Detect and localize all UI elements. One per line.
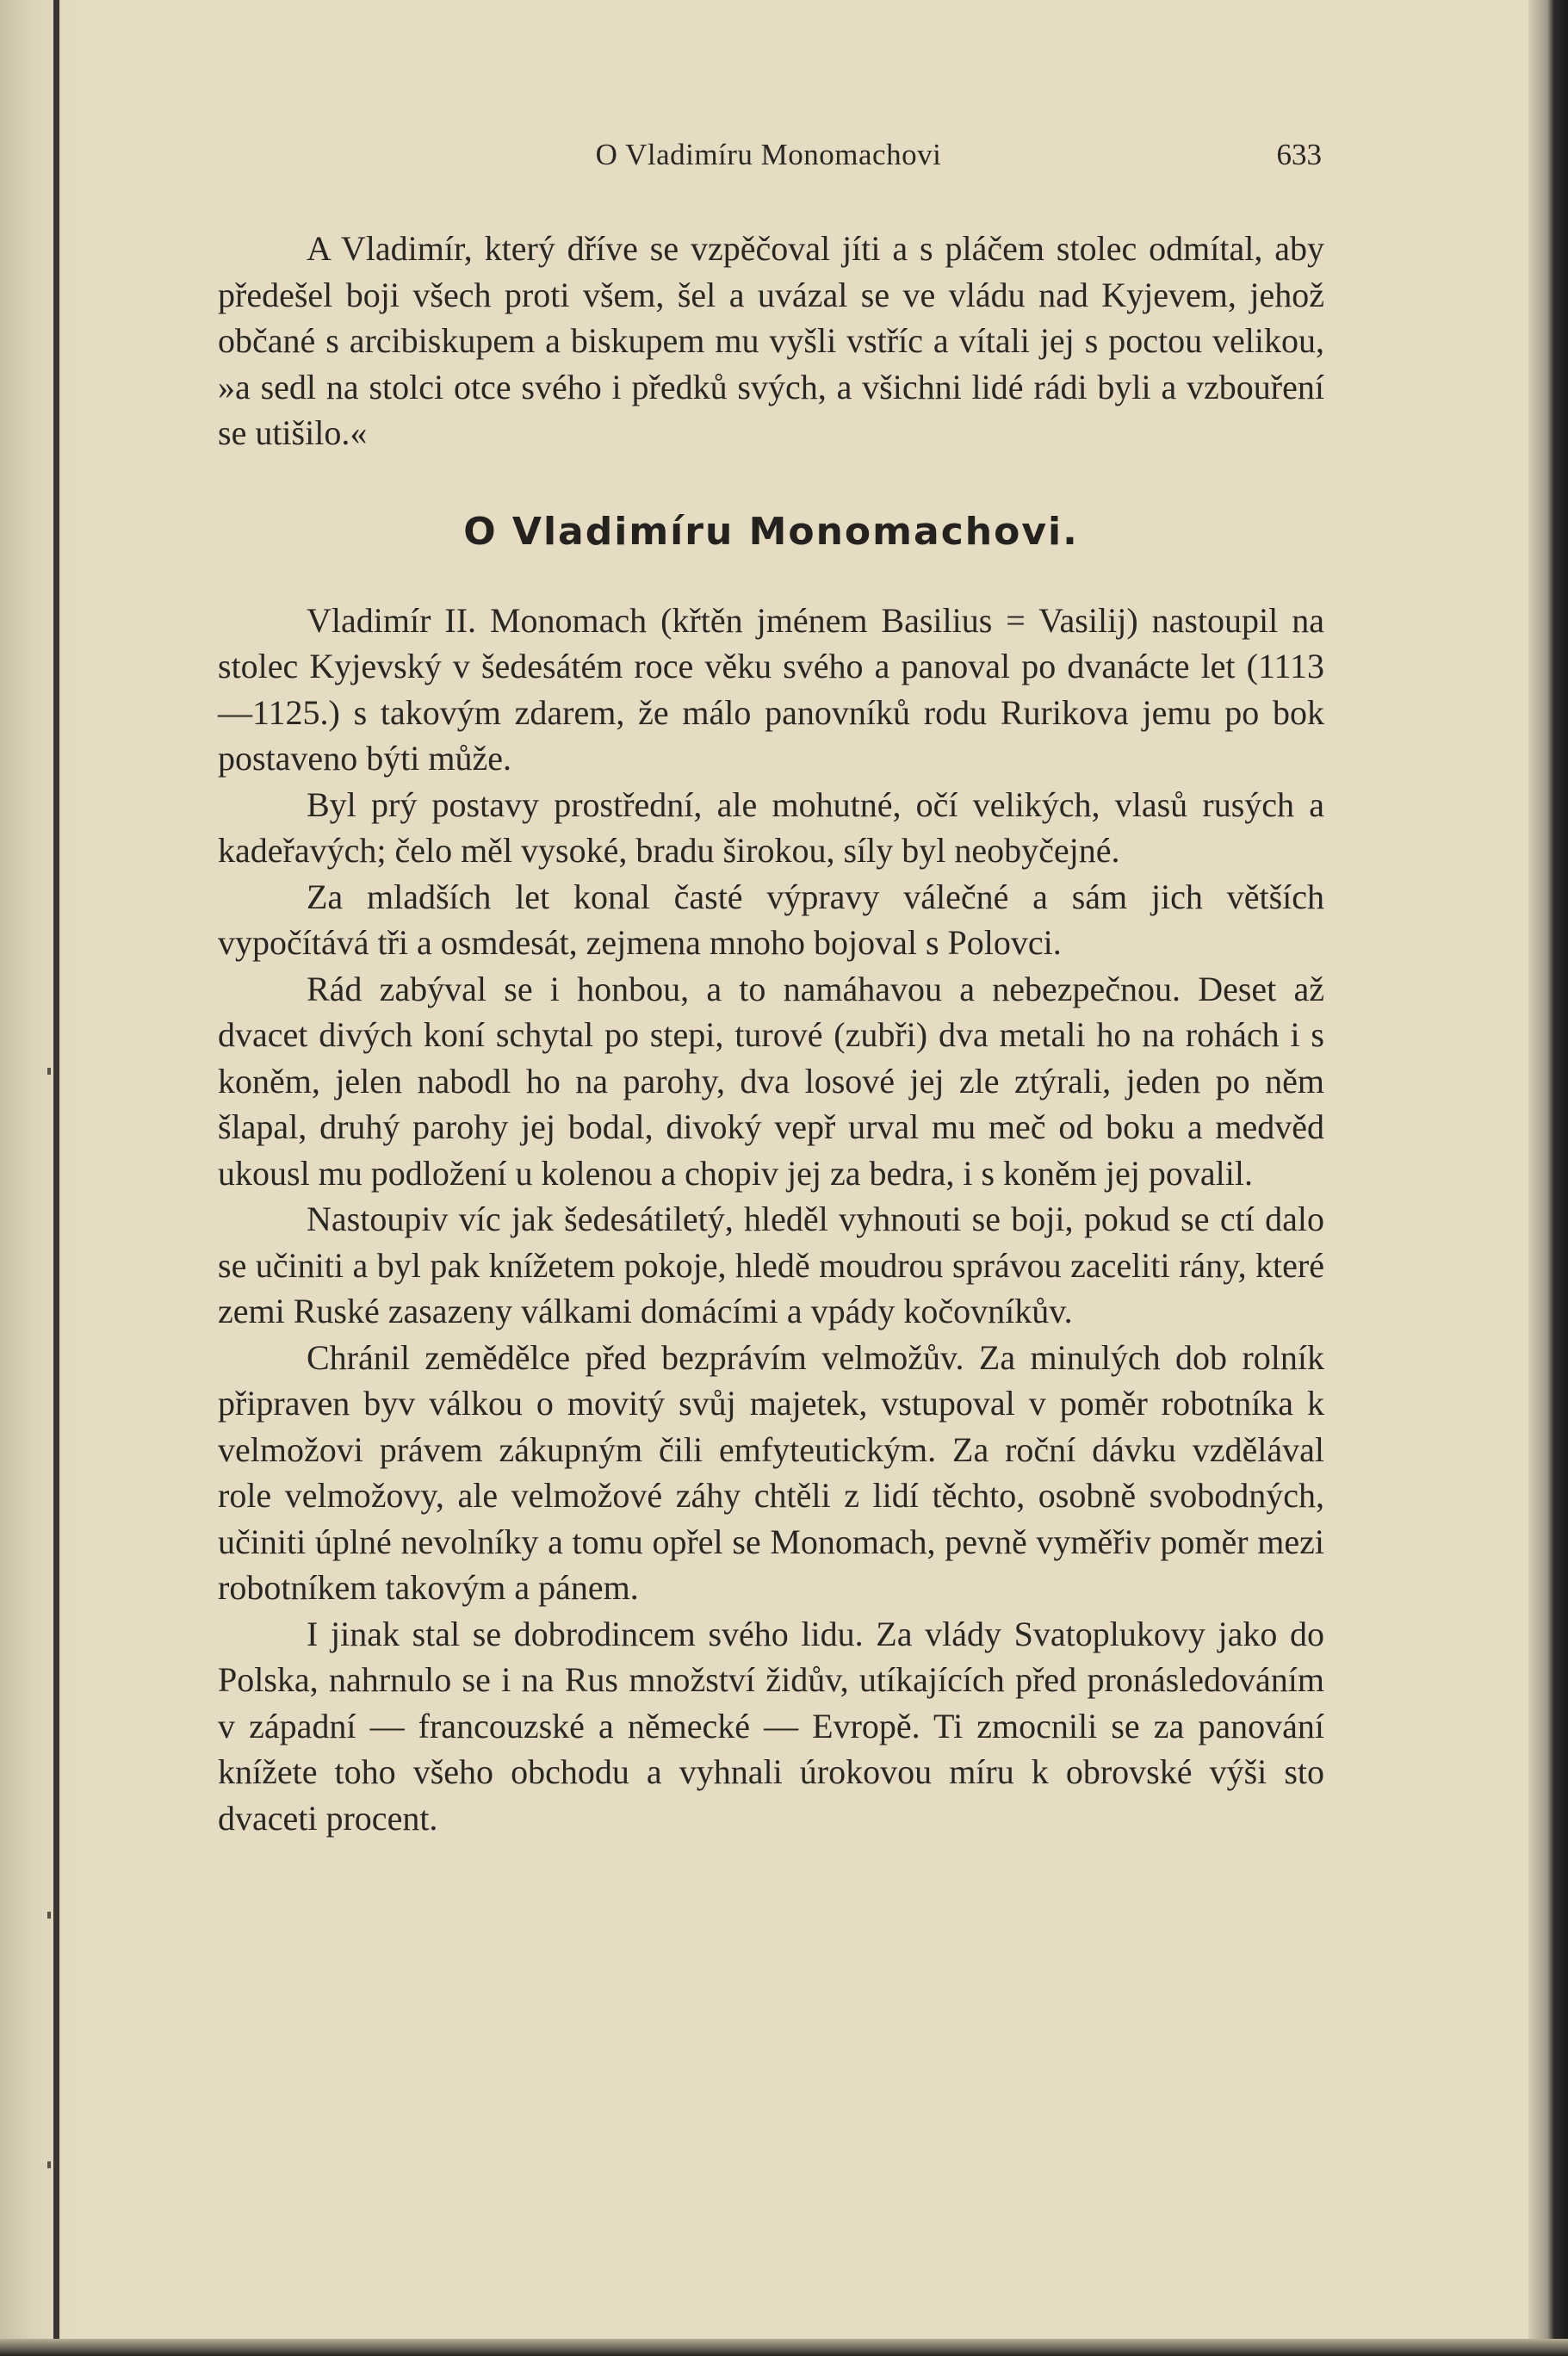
binding-edge <box>53 0 59 2356</box>
paragraph: I jinak stal se dobrodincem svého lidu. Za vlády Svatoplukovy jako do Polska, nahrnulo se i na Rus množství židův, utíkajících před pronásledováním v západní — francouzské a německé — Evropě. Ti zmocnili se za panování knížete toho všeho obchodu a vyhnali úrokovou míru k obrovské výši sto dvaceti procent. <box>218 1614 1324 1838</box>
binding-mark <box>47 2161 51 2168</box>
paragraph: Za mladších let konal časté výpravy válečné a sám jich větších vypočítává tři a osmdesát, zejmena mnoho bojoval s Polovci. <box>218 877 1324 962</box>
paragraph: Nastoupiv víc jak šedesátiletý, hleděl vyhnouti se boji, pokud se ctí dalo se učiniti a byl pak knížetem pokoje, hledě moudrou správou zaceliti rány, které zemi Ruské zasazeny válkami domácími a vpády kočovníkův. <box>218 1200 1324 1330</box>
paragraph: Byl prý postavy prostřední, ale mohutné, očí velikých, vlasů rusých a kadeřavých; čelo měl vysoké, bradu širokou, síly byl neobyčejné. <box>218 784 1324 870</box>
body-text <box>218 226 1324 1841</box>
page-gutter <box>0 0 77 2356</box>
running-title: O Vladimíru Monomachovi <box>595 138 942 171</box>
page-bottom-edge <box>0 2339 1568 2356</box>
section-heading: O Vladimíru Monomachovi. <box>463 509 1079 554</box>
paragraph: Chránil zemědělce před bezprávím velmožův. Za minulých dob rolník připraven byv válkou o movitý svůj majetek, vstupoval v poměr robotníka k velmožovi právem zákupným čili emfyteutickým. Za roční dávku vzdělával role velmožovy, ale velmožové záhy chtěli z lidí těchto, osobně svobodných, učiniti úplné nevolníky a tomu opřel se Monomach, pevně vyměřiv poměr mezi robotníkem takovým a pánem. <box>218 1337 1324 1607</box>
page-right-edge <box>1528 0 1568 2356</box>
paragraph: Vladimír II. Monomach (křtěn jménem Basilius = Vasilij) nastoupil na stolec Kyjevský v šedesátém roce věku svého a panoval po dvanácte let (1113—1125.) s takovým zdarem, že málo panovníků rodu Rurikova jemu po bok postaveno býti může. <box>218 600 1324 778</box>
running-head <box>215 138 1322 181</box>
intro-paragraph: A Vladimír, který dříve se vzpěčoval jíti a s pláčem stolec odmítal, aby předešel boji všech proti všem, šel a uvázal se ve vládu nad Kyjevem, jehož občané s arcibiskupem a biskupem mu vyšli vstříc a vítali jej s poctou velikou, »a sedl na stolci otce svého i předků svých, a všichni lidé rádi byli a vzbouření se utišilo.« <box>218 229 1324 452</box>
binding-mark <box>47 1912 51 1919</box>
binding-mark <box>47 1068 51 1075</box>
page-number: 633 <box>1276 138 1322 171</box>
paragraph: Rád zabýval se i honbou, a to namáhavou a nebezpečnou. Deset až dvacet divých koní schytal po stepi, turové (zubři) dva metali ho na rohách i s koněm, jelen nabodl ho na parohy, dva losové jej zle ztýrali, jeden po něm šlapal, druhý parohy jej bodal, divoký vepř urval mu meč od boku a medvěd ukousl mu podložení u kolenou a chopiv jej za bedra, i s koněm jej povalil. <box>218 969 1324 1193</box>
